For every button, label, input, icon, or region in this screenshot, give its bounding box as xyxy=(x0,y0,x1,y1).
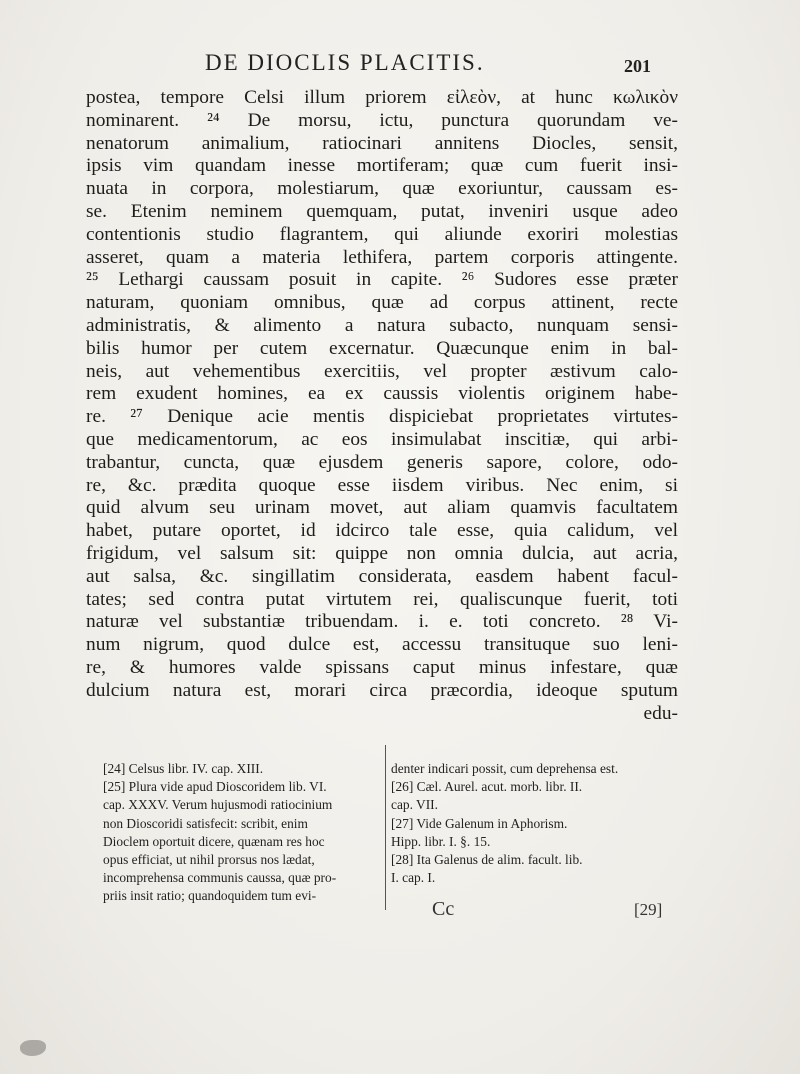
text-line: naturæ vel substantiæ tribuendam. i. e. toti concreto. ²⁸ Vi- xyxy=(86,611,678,633)
text-line: naturam, quoniam omnibus, quæ ad corpus attinent, recte xyxy=(86,292,678,314)
text-line: re, &c. prædita quoque esse iisdem viribus. Nec enim, si xyxy=(86,474,678,496)
footnote-divider xyxy=(385,745,386,910)
text-line: frigidum, vel salsum sit: quippe non omnia dulcia, aut acria, xyxy=(86,542,678,564)
footnote-line: Hipp. libr. I. §. 15. xyxy=(391,833,491,849)
footnote-line: [26] Cæl. Aurel. acut. morb. libr. II. xyxy=(391,779,583,795)
text-line: aut salsa, &c. singillatim considerata, easdem habent facul- xyxy=(86,565,678,587)
text-line: asseret, quam a materia lethifera, partem corporis attingente. xyxy=(86,246,678,268)
text-line: re. ²⁷ Denique acie mentis dispiciebat proprietates virtutes- xyxy=(86,406,678,428)
text-line: postea, tempore Celsi illum priorem εἰλεὸν, at hunc κωλικὸν xyxy=(86,87,678,108)
text-line: nuata in corpora, molestiarum, quæ exoriuntur, caussam es- xyxy=(86,178,678,200)
footnote-line: priis insit ratio; quandoquidem tum evi- xyxy=(103,888,317,904)
footnote-line: [27] Vide Galenum in Aphorism. xyxy=(391,815,568,831)
text-line: num nigrum, quod dulce est, accessu transituque suo leni- xyxy=(86,634,678,656)
footnote-line: non Dioscoridi satisfecit: scribit, enim xyxy=(103,815,308,831)
text-line: ipsis vim quandam inesse mortiferam; quæ cum fuerit insi- xyxy=(86,155,678,177)
text-line: neis, aut vehementibus exercitiis, vel propter æstivum calo- xyxy=(86,360,678,382)
text-line: nominarent. ²⁴ De morsu, ictu, punctura quorundam ve- xyxy=(86,109,678,131)
page-header xyxy=(205,50,685,84)
footnote-line: opus efficiat, ut nihil prorsus nos lædat, xyxy=(103,851,315,867)
footnote-line: [25] Plura vide apud Dioscoridem lib. VI. xyxy=(103,779,327,795)
footnotes-right-column xyxy=(391,760,671,887)
page-number: 201 xyxy=(624,56,651,76)
footnote-line: [24] Celsus libr. IV. cap. XIII. xyxy=(103,761,264,776)
footnote-line: cap. XXXV. Verum hujusmodi ratiocinium xyxy=(103,797,333,813)
text-line: contentionis studio flagrantem, qui aliunde exoriri molestias xyxy=(86,223,678,245)
text-line: dulcium natura est, morari circa præcordia, ideoque sputum xyxy=(86,679,678,701)
text-line: trabantur, cuncta, quæ ejusdem generis sapore, colore, odo- xyxy=(86,451,678,473)
footnotes-left-column xyxy=(103,760,375,906)
text-line: quid alvum seu urinam movet, aut aliam quamvis facultatem xyxy=(86,497,678,519)
text-line: habet, putare oportet, id idcirco tale esse, quia calidum, vel xyxy=(86,520,678,542)
text-line: que medicamentorum, ac eos insimulabat inscitiæ, qui arbi- xyxy=(86,428,678,450)
text-line: administratis, & alimento a natura subacto, nunquam sensi- xyxy=(86,314,678,336)
footnote-line: Dioclem oportuit dicere, quænam res hoc xyxy=(103,833,325,849)
footnote-line: I. cap. I. xyxy=(391,870,436,886)
main-text xyxy=(86,87,678,725)
text-line: nenatorum animalium, ratiocinari annitens Diocles, sensit, xyxy=(86,132,678,154)
text-line: re, & humores valde spissans caput minus infestare, quæ xyxy=(86,656,678,678)
folio-number: [29] xyxy=(634,900,663,919)
signature-mark: Cc xyxy=(432,898,455,920)
text-line: rem exudent homines, ea ex caussis violentis originem habe- xyxy=(86,383,678,405)
running-title: DE DIOCLIS PLACITIS. xyxy=(205,50,485,75)
footnote-line: denter indicari possit, cum deprehensa est. xyxy=(391,761,619,776)
footnote-line: [28] Ita Galenus de alim. facult. lib. xyxy=(391,851,583,867)
text-line: bilis humor per cutem excernatur. Quæcunque enim in bal- xyxy=(86,337,678,359)
footnote-line: cap. VII. xyxy=(391,797,438,813)
text-line: ²⁵ Lethargi caussam posuit in capite. ²⁶ Sudores esse præter xyxy=(86,269,678,291)
ink-smudge xyxy=(20,1040,46,1056)
text-line: se. Etenim neminem quemquam, putat, inveniri usque adeo xyxy=(86,200,678,222)
text-line: tates; sed contra putat virtutem rei, qualiscunque fuerit, toti xyxy=(86,588,678,610)
footnote-line: incomprehensa communis caussa, quæ pro- xyxy=(103,870,337,886)
text-line: edu- xyxy=(643,702,678,724)
